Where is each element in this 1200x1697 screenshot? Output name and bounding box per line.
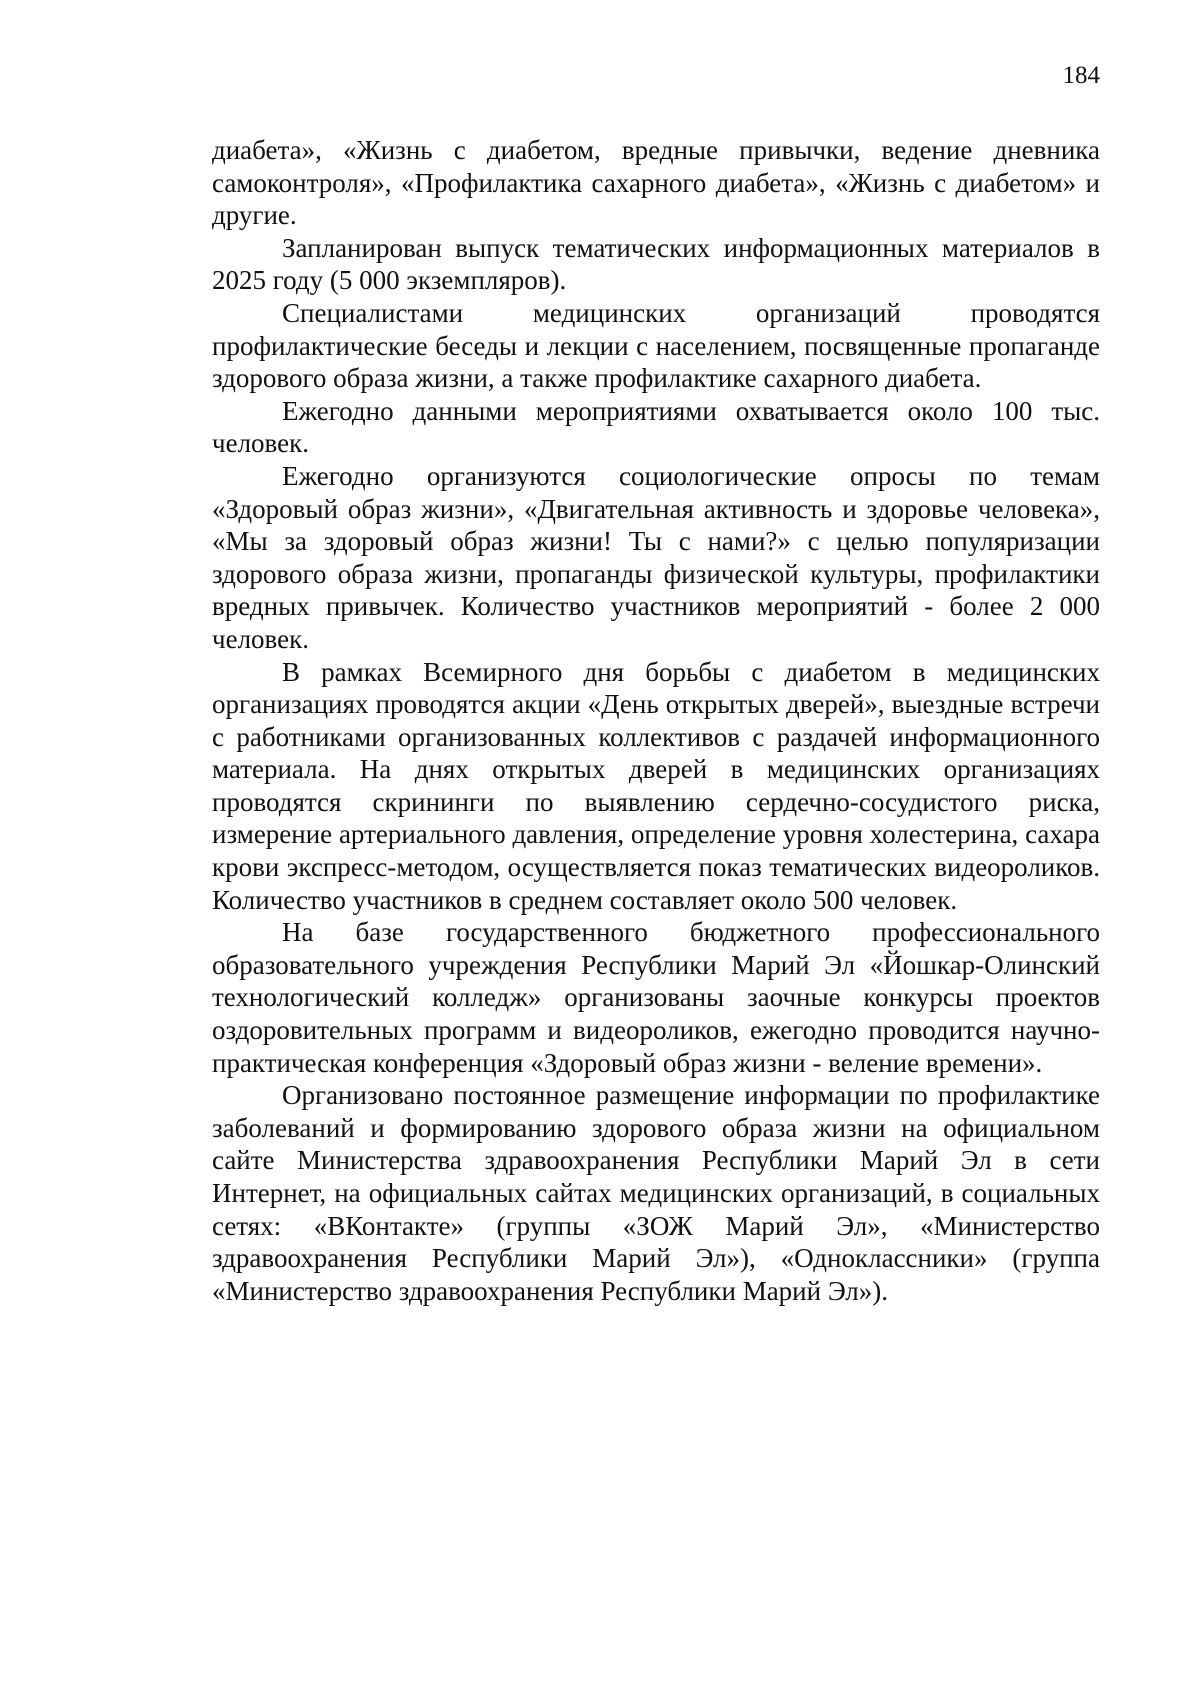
paragraph-lectures: Специалистами медицинских организаций проводятся профилактические беседы и лекции с населением, посвященные пропаганде здорового образа жизни, а также профилактике сахарного диабета. (212, 297, 1100, 394)
paragraph-materials: Запланирован выпуск тематических информационных материалов в 2025 году (5 000 экземпляров). (212, 232, 1100, 296)
paragraph-surveys: Ежегодно организуются социологические опросы по темам «Здоровый образ жизни», «Двигательная активность и здоровье человека», «Мы за здоровый образ жизни! Ты с нами?» с целью популяризации здорового образа жизни, пропаганды физической культуры, профилактики вредных привычек. Количество участников мероприятий - более 2 000 человек. (212, 460, 1100, 654)
document-body (212, 134, 1100, 1307)
page-number: 184 (1062, 62, 1100, 89)
paragraph-continuation: диабета», «Жизнь с диабетом, вредные привычки, ведение дневника самоконтроля», «Профилактика сахарного диабета», «Жизнь с диабетом» и другие. (212, 135, 1100, 231)
paragraph-diabetes-day: В рамках Всемирного дня борьбы с диабетом в медицинских организациях проводятся акции «День открытых дверей», выездные встречи с работниками организованных коллективов с раздачей информационного материала. На днях открытых дверей в медицинских организациях проводятся скрининги по выявлению сердечно-сосудистого риска, измерение артериального давления, определение уровня холестерина, сахара крови экспресс-методом, осуществляется показ тематических видеороликов. Количество участников в среднем составляет около 500 человек. (212, 656, 1100, 915)
paragraph-online-info: Организовано постоянное размещение информации по профилактике заболеваний и формированию здорового образа жизни на официальном сайте Министерства здравоохранения Республики Марий Эл в сети Интернет, на официальных сайтах медицинских организаций, в социальных сетях: «ВКонтакте» (группы «ЗОЖ Марий Эл», «Министерство здравоохранения Республики Марий Эл»), «Одноклассники» (группа «Министерство здравоохранения Республики Марий Эл»). (212, 1080, 1100, 1306)
paragraph-coverage: Ежегодно данными мероприятиями охватывается около 100 тыс. человек. (212, 395, 1100, 459)
paragraph-college: На базе государственного бюджетного профессионального образовательного учреждения Республики Марий Эл «Йошкар-Олинский технологический колледж» организованы заочные конкурсы проектов оздоровительных программ и видеороликов, ежегодно проводится научно-практическая конференция «Здоровый образ жизни - веление времени». (212, 917, 1100, 1078)
